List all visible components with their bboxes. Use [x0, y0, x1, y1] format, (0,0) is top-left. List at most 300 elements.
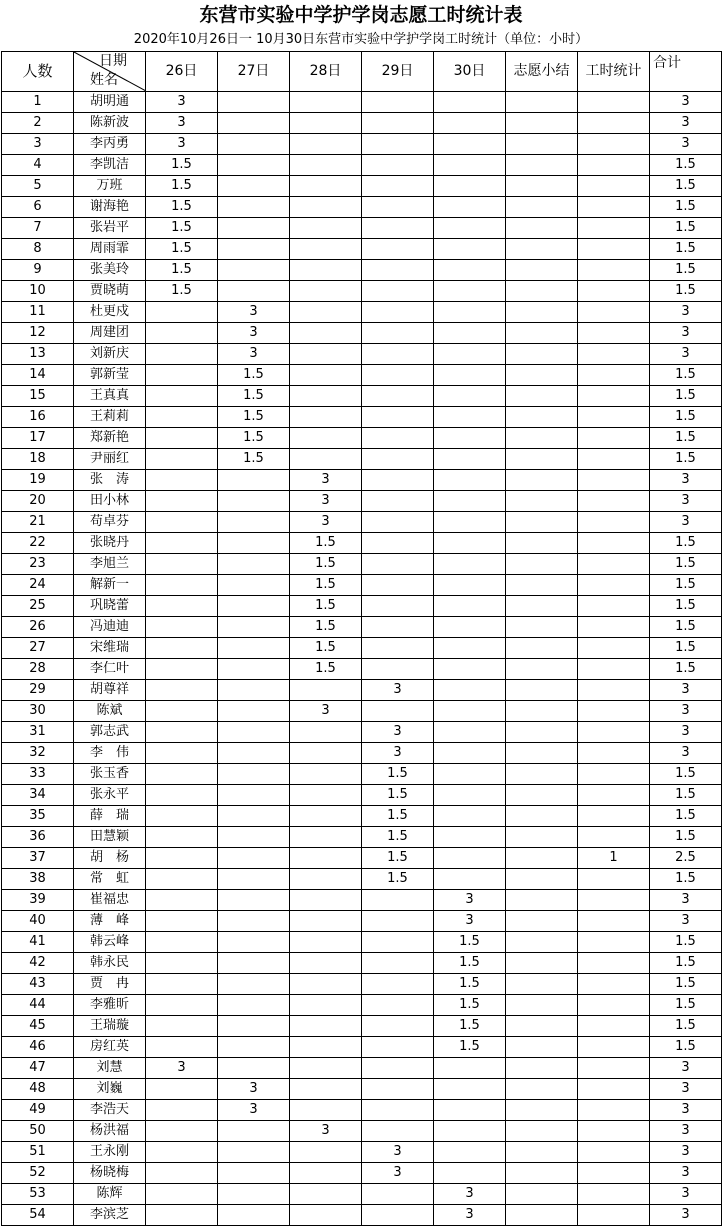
- cell-stats: [578, 785, 650, 806]
- cell-total: 3: [650, 911, 722, 932]
- cell-d30: 1.5: [434, 953, 506, 974]
- cell-summary: [506, 323, 578, 344]
- cell-summary: [506, 449, 578, 470]
- sheet-title: 东营市实验中学护学岗志愿工时统计表: [199, 4, 523, 26]
- cell-summary: [506, 260, 578, 281]
- cell-total: 1.5: [650, 596, 722, 617]
- cell-d27: [218, 1016, 290, 1037]
- cell-d26: 1.5: [146, 197, 218, 218]
- cell-summary: [506, 1016, 578, 1037]
- table-row: [2, 176, 722, 197]
- cell-d27: [218, 995, 290, 1016]
- table-row: [2, 92, 722, 113]
- cell-d26: [146, 701, 218, 722]
- cell-d26: [146, 1163, 218, 1184]
- cell-name: 韩云峰: [74, 932, 146, 953]
- cell-total: 2.5: [650, 848, 722, 869]
- cell-d29: [362, 449, 434, 470]
- cell-d26: 1.5: [146, 260, 218, 281]
- cell-summary: [506, 701, 578, 722]
- cell-name: 胡尊祥: [74, 680, 146, 701]
- cell-stats: [578, 113, 650, 134]
- cell-stats: [578, 1163, 650, 1184]
- cell-d27: [218, 617, 290, 638]
- cell-d28: 3: [290, 470, 362, 491]
- cell-d28: 1.5: [290, 596, 362, 617]
- cell-d26: [146, 407, 218, 428]
- cell-stats: [578, 596, 650, 617]
- cell-d29: 1.5: [362, 848, 434, 869]
- table-row: [2, 470, 722, 491]
- table-row: [2, 848, 722, 869]
- cell-total: 1.5: [650, 785, 722, 806]
- cell-name: 郭志武: [74, 722, 146, 743]
- cell-d30: [434, 722, 506, 743]
- cell-d26: [146, 344, 218, 365]
- cell-d26: [146, 1121, 218, 1142]
- cell-d28: [290, 1184, 362, 1205]
- cell-stats: [578, 680, 650, 701]
- cell-name: 张永平: [74, 785, 146, 806]
- cell-summary: [506, 113, 578, 134]
- cell-d28: [290, 155, 362, 176]
- cell-d29: [362, 302, 434, 323]
- cell-summary: [506, 974, 578, 995]
- cell-d28: [290, 722, 362, 743]
- cell-d26: [146, 743, 218, 764]
- cell-total: 3: [650, 701, 722, 722]
- cell-summary: [506, 533, 578, 554]
- cell-d29: [362, 113, 434, 134]
- cell-d28: [290, 1205, 362, 1226]
- cell-d30: [434, 743, 506, 764]
- cell-total: 1.5: [650, 407, 722, 428]
- header-stats: 工时统计: [578, 52, 650, 92]
- cell-d26: [146, 932, 218, 953]
- table-row: [2, 218, 722, 239]
- cell-d28: [290, 365, 362, 386]
- cell-d27: [218, 1121, 290, 1142]
- cell-d29: 1.5: [362, 869, 434, 890]
- table-row: [2, 974, 722, 995]
- cell-d30: [434, 470, 506, 491]
- cell-name: 刘慧: [74, 1058, 146, 1079]
- cell-d27: [218, 974, 290, 995]
- cell-d26: [146, 575, 218, 596]
- cell-d28: 3: [290, 491, 362, 512]
- cell-name: 房红英: [74, 1037, 146, 1058]
- cell-total: 3: [650, 1121, 722, 1142]
- cell-total: 3: [650, 92, 722, 113]
- cell-d30: [434, 1163, 506, 1184]
- cell-summary: [506, 722, 578, 743]
- table-row: [2, 449, 722, 470]
- hours-table: [1, 51, 722, 1226]
- cell-d30: [434, 1100, 506, 1121]
- cell-name: 周雨霏: [74, 239, 146, 260]
- cell-d29: [362, 491, 434, 512]
- cell-total: 1.5: [650, 239, 722, 260]
- cell-d26: [146, 1016, 218, 1037]
- cell-stats: [578, 1016, 650, 1037]
- cell-d29: 1.5: [362, 827, 434, 848]
- cell-d27: [218, 512, 290, 533]
- cell-no: 22: [2, 533, 74, 554]
- cell-no: 1: [2, 92, 74, 113]
- cell-stats: [578, 407, 650, 428]
- table-row: [2, 1100, 722, 1121]
- cell-d28: [290, 890, 362, 911]
- cell-name: 刘巍: [74, 1079, 146, 1100]
- table-row: [2, 1142, 722, 1163]
- cell-d26: [146, 554, 218, 575]
- cell-d27: [218, 680, 290, 701]
- cell-name: 李丙勇: [74, 134, 146, 155]
- cell-stats: [578, 764, 650, 785]
- cell-d29: [362, 701, 434, 722]
- cell-d30: [434, 512, 506, 533]
- cell-d28: [290, 764, 362, 785]
- cell-d26: 3: [146, 1058, 218, 1079]
- cell-summary: [506, 617, 578, 638]
- table-row: [2, 869, 722, 890]
- cell-d27: [218, 1205, 290, 1226]
- cell-d26: [146, 995, 218, 1016]
- cell-name: 李浩天: [74, 1100, 146, 1121]
- cell-summary: [506, 1205, 578, 1226]
- cell-no: 42: [2, 953, 74, 974]
- cell-d26: [146, 470, 218, 491]
- cell-total: 3: [650, 1142, 722, 1163]
- cell-d26: 1.5: [146, 239, 218, 260]
- table-row: [2, 260, 722, 281]
- cell-d30: [434, 596, 506, 617]
- cell-summary: [506, 344, 578, 365]
- cell-d26: [146, 302, 218, 323]
- cell-d30: [434, 806, 506, 827]
- cell-d30: [434, 92, 506, 113]
- cell-name: 张岩平: [74, 218, 146, 239]
- cell-summary: [506, 554, 578, 575]
- cell-no: 21: [2, 512, 74, 533]
- cell-d29: [362, 1079, 434, 1100]
- cell-d29: [362, 428, 434, 449]
- cell-name: 李 伟: [74, 743, 146, 764]
- cell-name: 薛 瑞: [74, 806, 146, 827]
- cell-stats: [578, 491, 650, 512]
- cell-total: 1.5: [650, 449, 722, 470]
- cell-d28: [290, 974, 362, 995]
- cell-total: 3: [650, 1058, 722, 1079]
- cell-no: 39: [2, 890, 74, 911]
- cell-d26: [146, 953, 218, 974]
- cell-stats: [578, 239, 650, 260]
- cell-stats: [578, 470, 650, 491]
- cell-d26: [146, 806, 218, 827]
- cell-d26: [146, 449, 218, 470]
- header-d27: 27日: [218, 52, 290, 92]
- cell-no: 34: [2, 785, 74, 806]
- cell-no: 47: [2, 1058, 74, 1079]
- cell-d30: [434, 659, 506, 680]
- table-row: [2, 533, 722, 554]
- table-row: [2, 743, 722, 764]
- cell-d29: 3: [362, 1142, 434, 1163]
- cell-d27: [218, 743, 290, 764]
- cell-d29: [362, 617, 434, 638]
- cell-total: 1.5: [650, 428, 722, 449]
- cell-d28: [290, 218, 362, 239]
- cell-d28: [290, 134, 362, 155]
- cell-summary: [506, 512, 578, 533]
- cell-d26: [146, 869, 218, 890]
- cell-d29: [362, 239, 434, 260]
- cell-stats: [578, 1142, 650, 1163]
- table-row: [2, 995, 722, 1016]
- cell-stats: [578, 386, 650, 407]
- cell-d26: [146, 1142, 218, 1163]
- cell-d26: 1.5: [146, 176, 218, 197]
- cell-total: 1.5: [650, 995, 722, 1016]
- cell-d27: [218, 1058, 290, 1079]
- cell-no: 54: [2, 1205, 74, 1226]
- cell-d28: [290, 932, 362, 953]
- cell-d29: 3: [362, 680, 434, 701]
- cell-d27: 3: [218, 302, 290, 323]
- cell-d30: [434, 407, 506, 428]
- cell-total: 1.5: [650, 617, 722, 638]
- cell-d29: [362, 533, 434, 554]
- table-row: [2, 1205, 722, 1226]
- cell-d27: 1.5: [218, 365, 290, 386]
- cell-d29: [362, 1058, 434, 1079]
- cell-d27: [218, 953, 290, 974]
- cell-d26: [146, 1037, 218, 1058]
- cell-d27: [218, 701, 290, 722]
- cell-total: 1.5: [650, 827, 722, 848]
- cell-stats: [578, 365, 650, 386]
- cell-d27: 3: [218, 344, 290, 365]
- table-row: [2, 155, 722, 176]
- cell-no: 5: [2, 176, 74, 197]
- cell-d27: 1.5: [218, 449, 290, 470]
- table-row: [2, 932, 722, 953]
- cell-d30: [434, 302, 506, 323]
- cell-d28: 1.5: [290, 659, 362, 680]
- table-row: [2, 323, 722, 344]
- cell-summary: [506, 197, 578, 218]
- cell-name: 崔福忠: [74, 890, 146, 911]
- table-row: [2, 638, 722, 659]
- cell-d29: [362, 890, 434, 911]
- cell-total: 1.5: [650, 953, 722, 974]
- cell-no: 33: [2, 764, 74, 785]
- cell-no: 27: [2, 638, 74, 659]
- cell-d29: 1.5: [362, 764, 434, 785]
- cell-d29: [362, 512, 434, 533]
- cell-no: 46: [2, 1037, 74, 1058]
- cell-no: 26: [2, 617, 74, 638]
- header-d30: 30日: [434, 52, 506, 92]
- cell-summary: [506, 827, 578, 848]
- cell-no: 53: [2, 1184, 74, 1205]
- cell-name: 李雅昕: [74, 995, 146, 1016]
- cell-d29: 3: [362, 743, 434, 764]
- cell-summary: [506, 806, 578, 827]
- cell-d27: [218, 218, 290, 239]
- cell-no: 41: [2, 932, 74, 953]
- table-row: [2, 575, 722, 596]
- cell-d28: [290, 239, 362, 260]
- cell-no: 3: [2, 134, 74, 155]
- cell-no: 9: [2, 260, 74, 281]
- cell-d28: [290, 323, 362, 344]
- header-date-name: [74, 52, 146, 92]
- cell-no: 12: [2, 323, 74, 344]
- cell-d27: [218, 491, 290, 512]
- cell-d28: 3: [290, 512, 362, 533]
- table-row: [2, 344, 722, 365]
- cell-name: 冯迪迪: [74, 617, 146, 638]
- cell-name: 陈辉: [74, 1184, 146, 1205]
- cell-d27: 1.5: [218, 407, 290, 428]
- cell-d30: [434, 239, 506, 260]
- cell-total: 3: [650, 1079, 722, 1100]
- cell-stats: [578, 1100, 650, 1121]
- cell-d28: [290, 1079, 362, 1100]
- cell-total: 1.5: [650, 659, 722, 680]
- cell-d29: [362, 365, 434, 386]
- cell-d28: 1.5: [290, 617, 362, 638]
- cell-d27: [218, 659, 290, 680]
- cell-no: 37: [2, 848, 74, 869]
- table-row: [2, 1121, 722, 1142]
- cell-stats: [578, 995, 650, 1016]
- cell-d30: 3: [434, 1205, 506, 1226]
- cell-stats: [578, 722, 650, 743]
- cell-name: 郑新艳: [74, 428, 146, 449]
- cell-name: 杜更戍: [74, 302, 146, 323]
- cell-d28: [290, 995, 362, 1016]
- cell-d30: [434, 428, 506, 449]
- cell-summary: [506, 659, 578, 680]
- cell-name: 李旭兰: [74, 554, 146, 575]
- cell-summary: [506, 1100, 578, 1121]
- cell-total: 3: [650, 1184, 722, 1205]
- cell-no: 18: [2, 449, 74, 470]
- cell-total: 3: [650, 344, 722, 365]
- cell-d28: 3: [290, 1121, 362, 1142]
- cell-summary: [506, 407, 578, 428]
- cell-d28: [290, 680, 362, 701]
- cell-total: 3: [650, 113, 722, 134]
- cell-stats: [578, 953, 650, 974]
- cell-d28: [290, 848, 362, 869]
- cell-total: 3: [650, 470, 722, 491]
- cell-d30: [434, 575, 506, 596]
- cell-d26: [146, 680, 218, 701]
- cell-total: 3: [650, 890, 722, 911]
- cell-d27: [218, 92, 290, 113]
- cell-d27: [218, 554, 290, 575]
- cell-d28: [290, 1142, 362, 1163]
- cell-d26: [146, 827, 218, 848]
- cell-stats: [578, 302, 650, 323]
- table-row: [2, 659, 722, 680]
- cell-total: 1.5: [650, 869, 722, 890]
- cell-d30: [434, 365, 506, 386]
- cell-d28: [290, 785, 362, 806]
- table-row: [2, 407, 722, 428]
- cell-total: 1.5: [650, 764, 722, 785]
- cell-d26: [146, 533, 218, 554]
- cell-stats: [578, 974, 650, 995]
- table-row: [2, 890, 722, 911]
- cell-d28: [290, 176, 362, 197]
- cell-d30: [434, 134, 506, 155]
- cell-name: 胡 杨: [74, 848, 146, 869]
- cell-total: 1.5: [650, 176, 722, 197]
- cell-name: 尹丽红: [74, 449, 146, 470]
- cell-d29: [362, 344, 434, 365]
- cell-d26: [146, 722, 218, 743]
- cell-summary: [506, 596, 578, 617]
- cell-d27: [218, 596, 290, 617]
- cell-name: 张 涛: [74, 470, 146, 491]
- cell-name: 陈斌: [74, 701, 146, 722]
- cell-d27: [218, 1184, 290, 1205]
- cell-name: 宋维瑞: [74, 638, 146, 659]
- cell-no: 11: [2, 302, 74, 323]
- cell-stats: [578, 323, 650, 344]
- cell-d30: 1.5: [434, 1037, 506, 1058]
- cell-total: 1.5: [650, 1016, 722, 1037]
- cell-d26: [146, 1079, 218, 1100]
- cell-name: 王永刚: [74, 1142, 146, 1163]
- cell-d26: 1.5: [146, 155, 218, 176]
- cell-stats: [578, 1205, 650, 1226]
- cell-d28: [290, 407, 362, 428]
- cell-d27: [218, 1142, 290, 1163]
- table-row: [2, 827, 722, 848]
- cell-total: 3: [650, 743, 722, 764]
- cell-d27: [218, 848, 290, 869]
- cell-d27: [218, 911, 290, 932]
- cell-name: 周建团: [74, 323, 146, 344]
- table-row: [2, 1184, 722, 1205]
- cell-d28: [290, 869, 362, 890]
- cell-d30: [434, 197, 506, 218]
- table-row: [2, 113, 722, 134]
- table-row: [2, 764, 722, 785]
- cell-d27: [218, 113, 290, 134]
- cell-d29: [362, 554, 434, 575]
- cell-no: 43: [2, 974, 74, 995]
- cell-stats: [578, 911, 650, 932]
- cell-total: 1.5: [650, 575, 722, 596]
- table-row: [2, 1037, 722, 1058]
- cell-d30: 1.5: [434, 974, 506, 995]
- cell-no: 48: [2, 1079, 74, 1100]
- table-row: [2, 1079, 722, 1100]
- cell-d27: [218, 1037, 290, 1058]
- cell-d30: 1.5: [434, 995, 506, 1016]
- table-row: [2, 302, 722, 323]
- cell-name: 胡明通: [74, 92, 146, 113]
- cell-d29: [362, 995, 434, 1016]
- cell-stats: [578, 890, 650, 911]
- cell-d29: [362, 1037, 434, 1058]
